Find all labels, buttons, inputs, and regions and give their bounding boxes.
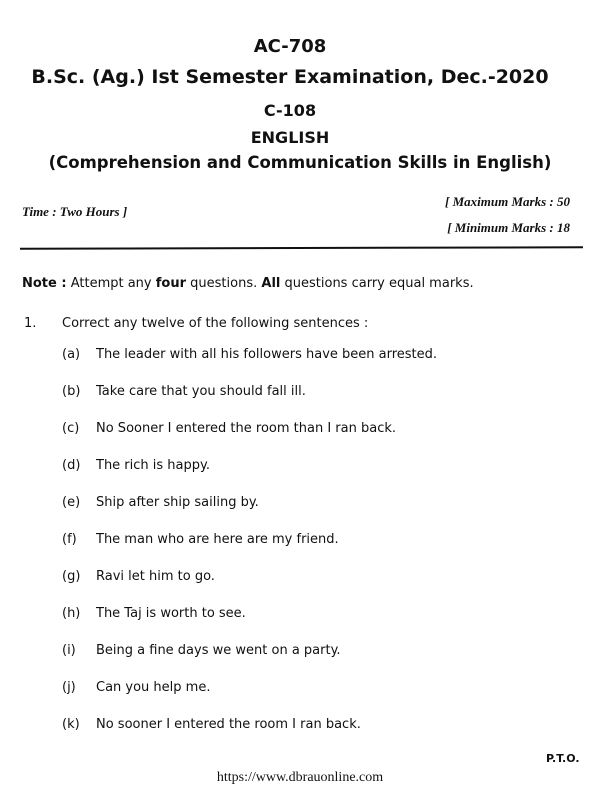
item-sentence: No Sooner I entered the room than I ran back. [96, 421, 397, 436]
item-sentence: The leader with all his followers have been arrested. [96, 347, 438, 362]
exam-title: B.Sc. (Ag.) Ist Semester Examination, Dec.-2020 [31, 66, 549, 88]
item-label: (e) [62, 495, 81, 510]
item-sentence: Ship after ship sailing by. [96, 495, 259, 510]
subject: ENGLISH [250, 128, 330, 147]
time-label: Time : Two Hours ] [22, 204, 128, 219]
item-label: (a) [62, 347, 81, 362]
subtitle: (Comprehension and Communication Skills in English) [48, 153, 552, 172]
course-code: C-108 [263, 101, 317, 120]
divider [20, 246, 583, 249]
paper-code: AC-708 [253, 36, 327, 57]
item-sentence: The man who are here are my friend. [96, 532, 339, 547]
note-text: questions. [190, 276, 258, 291]
note-text: questions carry equal marks. [284, 276, 474, 291]
note-bold: All [261, 276, 281, 291]
item-label: (j) [62, 680, 76, 695]
item-sentence: Ravi let him to go. [96, 569, 215, 584]
item-sentence: Being a fine days we went on a party. [96, 643, 341, 658]
pto: P.T.O. [546, 752, 580, 765]
note-label: Note : [22, 276, 67, 291]
question-number: 1. [24, 316, 37, 331]
item-sentence: Take care that you should fall ill. [96, 384, 306, 399]
note [22, 276, 474, 291]
item-label: (i) [62, 643, 76, 658]
item-sentence: Can you help me. [96, 680, 211, 695]
item-label: (g) [62, 569, 81, 584]
item-label: (h) [62, 606, 81, 621]
maximum-marks: [ Maximum Marks : 50 [445, 194, 570, 209]
item-sentence: No sooner I entered the room I ran back. [96, 717, 361, 732]
question-text: Correct any twelve of the following sentences : [62, 316, 369, 331]
item-sentence: The rich is happy. [96, 458, 210, 473]
item-label: (d) [62, 458, 81, 473]
item-sentence: The Taj is worth to see. [96, 606, 246, 621]
footer-url[interactable]: https://www.dbrauonline.com [216, 770, 384, 785]
minimum-marks: [ Minimum Marks : 18 [447, 220, 570, 235]
item-label: (c) [62, 421, 80, 436]
note-text: Attempt any [70, 276, 152, 291]
item-label: (k) [62, 717, 80, 732]
note-bold: four [155, 276, 187, 291]
item-label: (f) [62, 532, 77, 547]
item-label: (b) [62, 384, 81, 399]
